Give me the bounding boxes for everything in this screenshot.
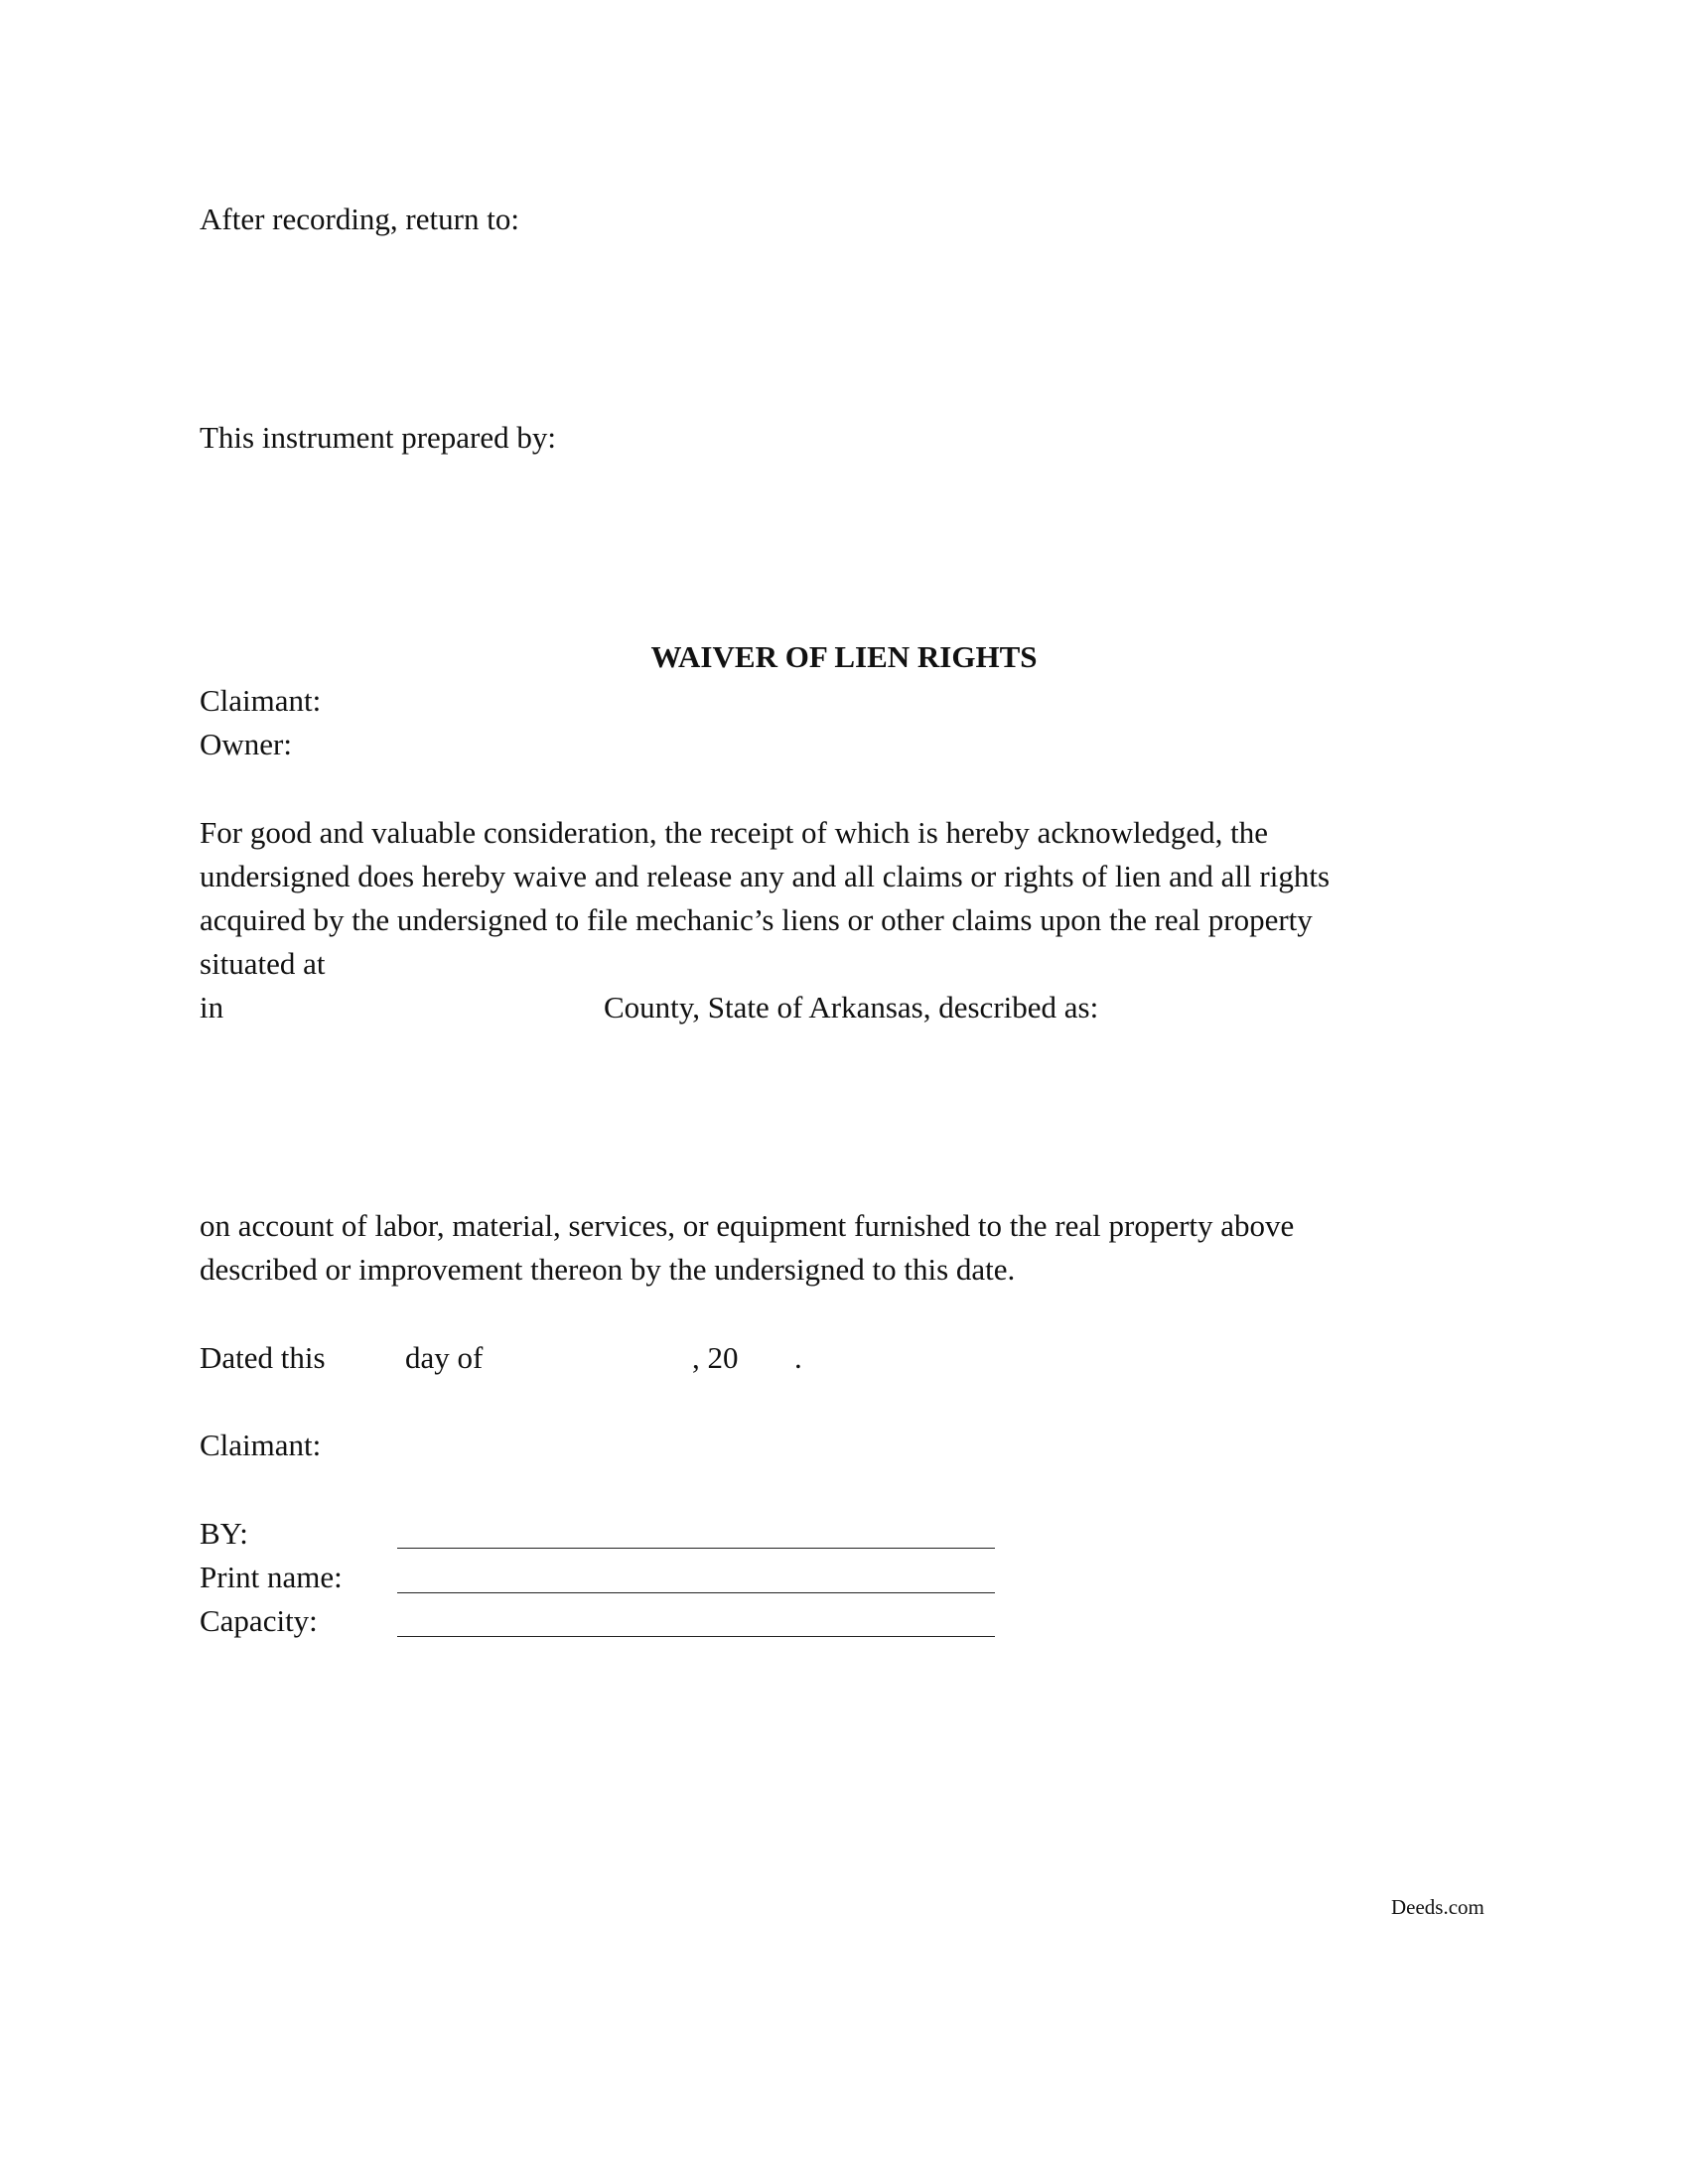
print-name-label: Print name: xyxy=(200,1560,343,1594)
day-of-label: day of xyxy=(405,1340,484,1375)
print-name-line xyxy=(397,1592,995,1593)
in-label: in xyxy=(200,990,224,1024)
capacity-line xyxy=(397,1636,995,1637)
body-line-3: acquired by the undersigned to file mechanic’s liens or other claims upon the real property xyxy=(200,902,1313,937)
account-line-2: described or improvement thereon by the undersigned to this date. xyxy=(200,1252,1016,1287)
document-title: WAIVER OF LIEN RIGHTS xyxy=(650,639,1038,674)
claimant-label: Claimant: xyxy=(200,683,322,718)
by-signature-line xyxy=(397,1548,995,1549)
footer-brand: Deeds.com xyxy=(1391,1895,1484,1919)
body-line-1: For good and valuable consideration, the receipt of which is hereby acknowledged, the xyxy=(200,815,1269,850)
body-line-2: undersigned does hereby waive and release any and all claims or rights of lien and all rights xyxy=(200,859,1331,893)
dated-this-label: Dated this xyxy=(200,1340,326,1375)
capacity-label: Capacity: xyxy=(200,1603,318,1638)
owner-label: Owner: xyxy=(200,727,292,761)
year-prefix: , 20 xyxy=(692,1340,739,1375)
return-to-label: After recording, return to: xyxy=(200,202,519,236)
date-period: . xyxy=(794,1340,802,1375)
account-line-1: on account of labor, material, services, or equipment furnished to the real property above xyxy=(200,1208,1295,1243)
county-text: County, State of Arkansas, described as: xyxy=(604,990,1099,1024)
body-line-4: situated at xyxy=(200,946,326,981)
prepared-by-label: This instrument prepared by: xyxy=(200,420,556,455)
by-label: BY: xyxy=(200,1516,248,1551)
signature-claimant-label: Claimant: xyxy=(200,1428,322,1462)
